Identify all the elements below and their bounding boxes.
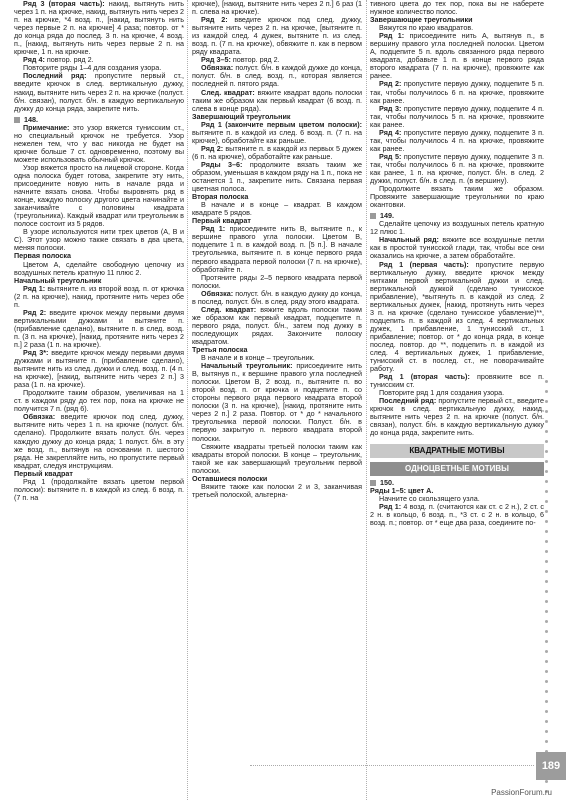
paragraph: Ряд 1 (продолжайте вязать цветом первой полоски): вытяните п. в каждой из след. 6 возд. п. (7 п. на xyxy=(14,476,184,502)
paragraph: Начните со скользящего узла. xyxy=(379,493,480,503)
paragraph: Ряд 3: пропустите первую дужку, подцепите 4 п. так, чтобы получилось 5 п. на крючке, провяжите как ранее. xyxy=(370,103,544,129)
paragraph: След. квадрат: вяжите квадрат вдоль полоски таким же образом как первый квадрат (6 возд. п. слева в конце ряда). xyxy=(192,87,362,113)
pattern-number-150: 150. xyxy=(370,479,544,487)
subheading: Первая полоска xyxy=(14,251,71,261)
pattern-number-148: 148. xyxy=(14,116,184,124)
subheading: Оставшиеся полоски xyxy=(192,473,268,483)
subheading: Вторая полоска xyxy=(192,192,249,202)
paragraph: Повторите ряды 1–4 для создания узора. xyxy=(23,63,162,73)
paragraph: Обвязка: полуст. б/н. в каждой дужке до конца, полуст. б/н. в след. возд. п., которая является последней п. пятого ряда. xyxy=(192,63,362,89)
paragraph: Ряд 2: пропустите первую дужку, подцепите 5 п. так, чтобы получилось 6 п. на крючке, провяжите как ранее. xyxy=(370,79,544,105)
square-marker-icon xyxy=(370,213,376,219)
paragraph: Продолжите таким образом, увеличивая на 1 ст. в каждом ряду до тех пор, пока на крючке не получится 7 п. (ряд 6). xyxy=(14,388,184,414)
subheading: Начальный треугольник xyxy=(14,275,102,285)
paragraph: В начале и в конце – треугольник. xyxy=(201,353,315,363)
paragraph: Ряд 3*: введите крючок между первыми двумя дужками и вытяните п. (прибавление сделано), вытяните нить из след. дужки и след. возд. п. (4 п. на крючке), [накид, вытяните нить через 2 п.] 3 раза (1 п. на крючке). xyxy=(14,348,185,390)
subsection-title: ОДНОЦВЕТНЫЕ МОТИВЫ xyxy=(370,462,544,476)
column-divider xyxy=(366,0,367,800)
paragraph: тивного цвета до тех пор, пока вы не наберете нужное количество полос. xyxy=(370,0,544,17)
subheading: Ряды 1–5: цвет A. xyxy=(370,485,434,495)
paragraph: В начале и в конце – квадрат. В каждом квадрате 5 рядов. xyxy=(192,200,362,218)
paragraph: Продолжите вязать таким же образом. Провяжите завершающие треугольники по краю окантовки. xyxy=(370,184,544,210)
paragraph: Последний ряд: пропустите первый ст., введите крючок в след. вертикальную дужку, накид, вытяните нить через 2 п. на крючке (полуст. б/н. связан), полуст. б/н. в каждую вертикальную дужку до конца ряда, закрепите нить. xyxy=(14,71,184,113)
paragraph: Ряд 3 (вторая часть): накид, вытянуть нить через 1 п. на крючке, накид, вытянуть нить через 2 п. на крючке, *4 возд. п., [накид, вытянуть нить через первые 2 п. на крючке] 4 раза; повтор. от * до конца ряда до послед. 3 п. на крючке, 4 возд. п., [накид, вытянуть нить через первые 2 п. на крючке, 1 п. на крючке. xyxy=(14,0,185,57)
margin-dots xyxy=(545,380,548,793)
column-middle xyxy=(192,0,362,499)
paragraph: Ряд 1 (закончите первым цветом полоски): вытяните п. в каждой из след. 6 возд. п. (7 п. на крючке), обработайте как раньше. xyxy=(192,119,362,145)
paragraph: Ряд 2: введите крючок между первыми двумя вертикальными дужками и вытяните п. (прибавление сделано), вытяните п. в след. возд. п. (3 п. на крючке), [накид, протяните нить через 2 п.] 2 раза (1 п. на крючке). xyxy=(14,307,185,349)
subheading: Завершающий треугольник xyxy=(192,111,291,121)
paragraph: Протяните ряды 2–5 первого квадрата первой полоски. xyxy=(192,272,362,290)
paragraph: Обвязка: введите крючок под след. дужку, вытяните нить через 1 п. на крючке (полуст. б/н. сделано). Продолжите вязать полуст. б/н. через каждую дужку до конца ряда; 1 полуст. б/н. в эту же возд. п., вытянув на основании п. шестого ряда. Не закрепляйте нить, но пропустите первый квадрат, следуя инструкциям. xyxy=(14,412,184,470)
paragraph: Ряды 3–6: продолжите вязать таким же образом, уменьшая в каждом ряду на 1 п., пока не останется 1 п., закрепите нить. Связана первая цветная полоса. xyxy=(192,159,362,194)
pattern-number-149: 149. xyxy=(370,212,544,220)
paragraph: Вяжите также как полоски 2 и 3, заканчивая третьей полоской, альтерна- xyxy=(192,481,362,499)
paragraph: Свяжите квадраты третьей полоски таким как квадраты второй полоски. В конце – треугольник, такой же как завершающий треугольник первой полоски. xyxy=(192,441,362,475)
section-title: КВАДРАТНЫЕ МОТИВЫ xyxy=(370,444,544,458)
paragraph: Ряд 4: пропустите первую дужку, подцепите 3 п. так, чтобы получилось 4 п. на крючке, провяжите как ранее. xyxy=(370,127,544,153)
paragraph: Ряд 2: введите крючок под след. дужку, вытяните нить через 2 п. на крючке, [вытяните п. из каждой след. 4 дужек, вытяните п. из след. возд. п. (7 п. на крючке), обвяжите п. как в первом ряду квадрата. xyxy=(192,15,362,57)
watermark: PassionForum.ru xyxy=(491,788,552,797)
subheading: Первый квадрат xyxy=(14,468,73,478)
column-left xyxy=(14,0,184,502)
paragraph: Вяжутся по краю квадратов. xyxy=(379,23,474,33)
paragraph: Ряд 2: вытяните п. в каждой из первых 5 дужек (6 п. на крючке), обработайте как раньше. xyxy=(192,143,363,161)
paragraph: Ряд 1: вытяните п. из второй возд. п. от крючка (2 п. на крючке), накид, протяните нить через обе п. xyxy=(14,283,184,309)
paragraph: Сделайте цепочку из воздушных петель кратную 12 плюс 1. xyxy=(370,219,544,237)
square-marker-icon xyxy=(14,117,20,123)
paragraph: Ряд 4: повтор. ряд 2. xyxy=(23,55,94,65)
column-right xyxy=(370,0,544,527)
paragraph: След. квадрат: вяжите вдоль полоски таким же образом как первый квадрат, подцепите п. первого ряда, полуст. б/н., затем под дужку в последующих рядах. Закончите полоску квадратом. xyxy=(192,304,362,346)
paragraph: В узоре используются нити трех цветов (A, B и C). Этот узор можно также связать в два цвета, меняя полоски. xyxy=(14,227,184,253)
paragraph: Последний ряд: пропустите первый ст., введите крючок в след. вертикальную дужку, накид, вытяните нить через 2 п. на крючке (полуст. б/н. связан), полуст. б/н. в каждую вертикальную дужку до конца ряда, закрепите нить. xyxy=(370,396,544,438)
paragraph: Ряд 1: 4 возд. п. (считаются как ст. с 2 н.), 2 ст. с 2 н. в кольцо, 6 возд. п., *3 ст. с 2 н. в кольцо, 6 возд. п.; повтор. от * еще два раза, соедините по- xyxy=(370,501,544,527)
paragraph: Ряд 5: пропустите первую дужку, подцепите 3 п. так, чтобы получилось 6 п. на крючке, провяжите как ранее, 1 п. на крючке, полуст. б/н. в след. 2 дужки, полуст. б/н. в след. п. (в вершину). xyxy=(370,151,544,186)
paragraph: Начальный ряд: вяжите все воздушные петли как в простой тунисской глади, так, чтобы все они оказались на крючке, а затем обработайте. xyxy=(370,235,544,261)
paragraph: Ряд 1 (первая часть): пропустите первую вертикальную дужку, введите крючок между нитками первой вертикальной дужки и след. вертикальной дужкой (сделано тунисское прибавление), *вытянуть п. в каждой из след. 2 вертикальных дужек, [накид, протянуть нить через 3 п. на крючке (сделано тунисское убавление)**, подцепить п. в каждой из след. 4 вертикальных дужек, 1 прибавление, 1 тунисский ст., 1 прибавление; повтор. от * до конца ряда, в конце послед. повтор. до **, подцепить п. в каждой из след. 4 вертикальных дужек, 1 прибавление, тунисский ст. в послед. ст., не поворачивайте работу. xyxy=(370,259,544,374)
paragraph: крючке), [накид, вытяните нить через 2 п.] 6 раз (1 п. слева на крючке). xyxy=(192,0,362,17)
subheading: Первый квадрат xyxy=(192,216,251,226)
paragraph: Ряд 3–5: повтор. ряд 2. xyxy=(201,55,280,65)
footer-rule xyxy=(250,765,534,766)
paragraph: Цветом A, сделайте свободную цепочку из воздушных петель кратную 11 плюс 2. xyxy=(14,259,184,277)
paragraph: Повторите ряд 1 для создания узора. xyxy=(379,388,505,398)
page-number: 189 xyxy=(536,752,566,780)
paragraph: Ряд 1: присоедините нить B, вытяните п., к вершине правого угла полоски. Цветом B, подцепите 1 п. в каждой возд. п. [5 п.]. В начале треугольника, вытяните п. в конце первого ряда первого квадрата первой полоски (7 п. на крючке), обработайте п. xyxy=(192,224,362,274)
paragraph: Обвязка: полуст. б/н. в каждую дужку до конца, в послед. полуст. б/н. в след. ряду этого квадрата. xyxy=(192,288,362,306)
column-divider xyxy=(187,0,188,800)
paragraph: Ряд 1: присоедините нить A, вытянув п., в вершину правого угла последней полоски. Цветом A, подцепите 5 п. вдоль связанного ряда первого квадрата, добавьте 1 п. в конце первого ряда второго квадрата (7 п. на крючке), провяжите как ранее. xyxy=(370,31,544,81)
subheading: Третья полоска xyxy=(192,345,248,355)
paragraph: Узор вяжется просто на лицевой стороне. Когда одна полоска будет готова, закрепите эту нить, присоедините новую нить в начале ряда и начните вязать снова. Чтобы выровнять ряд в конце, каждую полоску другого цвета начинайте и заканчивайте с половины квадрата (треугольника). Каждый квадрат или треугольник в полосе состоит из 5 рядов. xyxy=(14,162,184,229)
paragraph: Начальный треугольник: присоедините нить B, вытянув п., к вершине правого угла последней полоски. Цветом B, 2 возд. п., вытяните п. во второй возд. п. от крючка и подцепите п. со стороны первого ряда первого квадрата второй полоски (3 п. на крючке), [накид, протяните нить через 2 п.] 2 раза. Повтор. от * до * начального треугольника первой полоски. Полуст. б/н. в первую закрытую п. первого квадрата второй полоски. xyxy=(192,361,362,443)
paragraph: Примечание: это узор вяжется тунисским ст., но специальный крючок не требуется. Узор нежелен тем, что у вас никогда не будет на крючке больше 7 ст. одновременно, поэтому вы можете использовать обычный крючок. xyxy=(14,122,184,164)
subheading: Завершающие треугольники xyxy=(370,15,473,25)
paragraph: Ряд 1 (вторая часть): провяжите все п. тунисским ст. xyxy=(370,372,544,390)
